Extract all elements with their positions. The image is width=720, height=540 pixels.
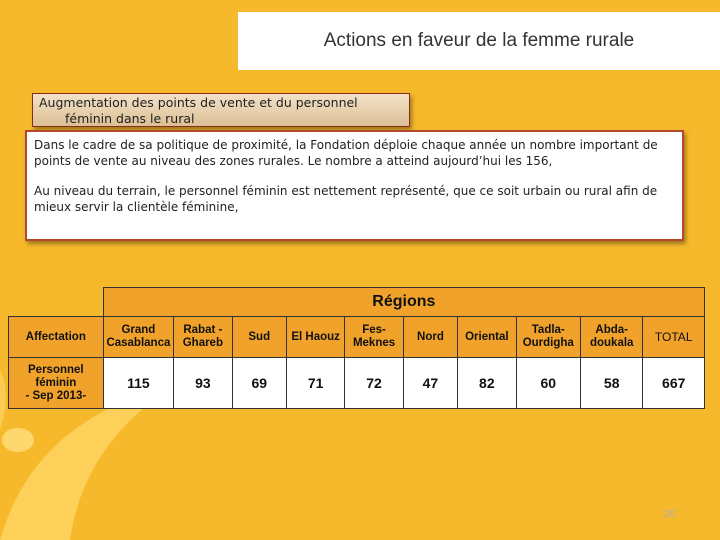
subtitle-line-2: féminin dans le rural <box>65 111 195 126</box>
row-label: Personnel féminin - Sep 2013- <box>9 358 104 409</box>
column-header: Grand Casablanca <box>103 317 174 358</box>
section-subtitle <box>32 93 410 127</box>
value-cell: 71 <box>286 358 344 409</box>
column-header: Fes- Meknes <box>345 317 403 358</box>
subtitle-line-1: Augmentation des points de vente et du personnel <box>39 95 358 110</box>
total-header: TOTAL <box>643 317 705 358</box>
column-header: Nord <box>403 317 457 358</box>
regions-staff-table <box>8 287 705 409</box>
description-box <box>25 130 684 241</box>
affectation-header: Affectation <box>9 317 104 358</box>
slide-title: Actions en faveur de la femme rurale <box>238 12 720 70</box>
page-number: 20 <box>663 508 677 520</box>
description-paragraph-1: Dans le cadre de sa politique de proximité, la Fondation déploie chaque année un nombre important de points de vente au niveau des zones rurales. Le nombre a atteind aujourd’hui les 156, <box>34 138 658 168</box>
column-header: Abda- doukala <box>580 317 642 358</box>
column-header: Tadla- Ourdigha <box>516 317 580 358</box>
value-cell: 72 <box>345 358 403 409</box>
value-cell: 60 <box>516 358 580 409</box>
value-cell: 47 <box>403 358 457 409</box>
column-header: El Haouz <box>286 317 344 358</box>
value-cell: 58 <box>580 358 642 409</box>
value-cell: 69 <box>232 358 286 409</box>
value-cell: 93 <box>174 358 232 409</box>
value-cell: 82 <box>458 358 516 409</box>
column-header: Oriental <box>458 317 516 358</box>
value-cell: 115 <box>103 358 174 409</box>
regions-header: Régions <box>103 288 704 317</box>
description-paragraph-2: Au niveau du terrain, le personnel féminin est nettement représenté, que ce soit urbain ou rural afin de mieux servir la clientèle féminine, <box>34 184 658 214</box>
column-header: Rabat - Ghareb <box>174 317 232 358</box>
table-corner <box>9 288 104 317</box>
column-header: Sud <box>232 317 286 358</box>
total-value-cell: 667 <box>643 358 705 409</box>
